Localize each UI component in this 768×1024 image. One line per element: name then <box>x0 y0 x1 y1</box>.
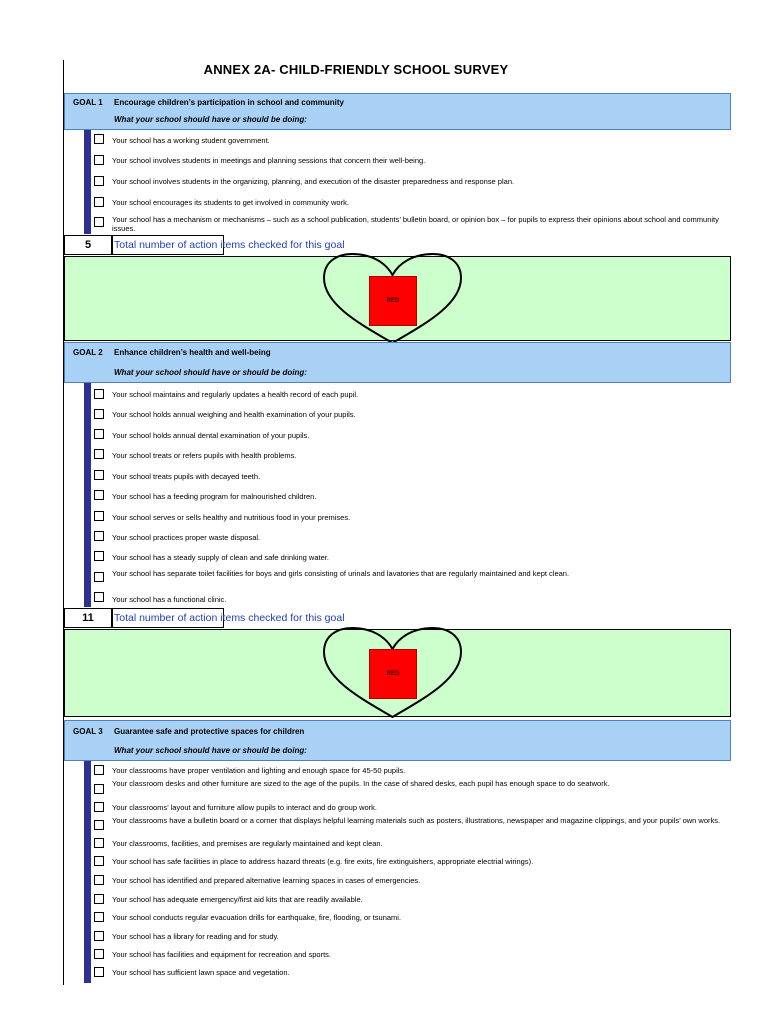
goal-1-id: GOAL 1 <box>73 98 103 107</box>
goal-2-item-6: Your school has a feeding program for malnourished children. <box>112 492 317 501</box>
goal-3-item-3-checkbox[interactable] <box>94 802 104 812</box>
goal-2-item-3: Your school holds annual dental examination of your pupils. <box>112 431 310 440</box>
goal-2-item-1-checkbox[interactable] <box>94 389 104 399</box>
goal-2-item-4-checkbox[interactable] <box>94 449 104 459</box>
goal-3-item-8-checkbox[interactable] <box>94 894 104 904</box>
goal-3-checkbox-bar <box>84 761 91 983</box>
goal-2-checkbox-bar <box>84 383 91 607</box>
goal-2-item-3-checkbox[interactable] <box>94 429 104 439</box>
goal-2-item-5-checkbox[interactable] <box>94 470 104 480</box>
goal-2-item-9-checkbox[interactable] <box>94 551 104 561</box>
goal-3-item-2: Your classroom desks and other furniture are sized to the age of the pupils. In the case of shared desks, each pupil has enough space to do seatwork. <box>112 779 610 788</box>
goal-3-item-5: Your classrooms, facilities, and premises are regularly maintained and kept clean. <box>112 839 383 848</box>
goal-3-item-9: Your school conducts regular evacuation drills for earthquake, fire, flooding, or tsunami. <box>112 913 402 922</box>
goal-2-item-8-checkbox[interactable] <box>94 531 104 541</box>
goal-1-item-3: Your school involves students in the organizing, planning, and execution of the disaster preparedness and response plan. <box>112 177 515 186</box>
goal-3-subtitle: What your school should have or should be doing: <box>114 746 307 755</box>
goal-3-item-10: Your school has a library for reading and for study. <box>112 932 279 941</box>
goal-1-item-3-checkbox[interactable] <box>94 176 104 186</box>
goal-3-item-10-checkbox[interactable] <box>94 931 104 941</box>
goal-2-id: GOAL 2 <box>73 348 103 357</box>
goal-3-item-8: Your school has adequate emergency/first aid kits that are readily available. <box>112 895 363 904</box>
goal-1-total-label: Total number of action items checked for this goal <box>114 239 345 251</box>
left-border-line <box>63 60 64 985</box>
goal-3-item-9-checkbox[interactable] <box>94 912 104 922</box>
goal-1-item-2: Your school involves students in meetings and planning sessions that concern their well-being. <box>112 156 426 165</box>
goal-3-header <box>64 720 731 761</box>
goal-2-item-7-checkbox[interactable] <box>94 511 104 521</box>
goal-1-checkbox-bar <box>84 130 91 234</box>
goal-2-item-4: Your school treats or refers pupils with health problems. <box>112 451 297 460</box>
goal-2-total-count[interactable]: 11 <box>64 608 112 628</box>
goal-1-item-5-checkbox[interactable] <box>94 217 104 227</box>
goal-3-item-2-checkbox[interactable] <box>94 784 104 794</box>
goal-3-id: GOAL 3 <box>73 727 103 736</box>
goal-2-rating-badge: RED <box>369 649 417 699</box>
goal-2-item-10-checkbox[interactable] <box>94 572 104 582</box>
goal-3-item-4-checkbox[interactable] <box>94 820 104 830</box>
goal-3-title: Guarantee safe and protective spaces for children <box>114 727 305 736</box>
goal-3-item-1-checkbox[interactable] <box>94 765 104 775</box>
goal-2-title: Enhance children’s health and well-being <box>114 348 271 357</box>
goal-1-header <box>64 93 731 130</box>
goal-1-title: Encourage children’s participation in school and community <box>114 98 344 107</box>
goal-3-item-11-checkbox[interactable] <box>94 949 104 959</box>
goal-1-item-1-checkbox[interactable] <box>94 134 104 144</box>
goal-2-item-11: Your school has a functional clinic. <box>112 595 227 604</box>
goal-3-item-7-checkbox[interactable] <box>94 875 104 885</box>
goal-1-total-count[interactable]: 5 <box>64 235 112 255</box>
goal-3-item-11: Your school has facilities and equipment for recreation and sports. <box>112 950 332 959</box>
page-title: ANNEX 2A- CHILD-FRIENDLY SCHOOL SURVEY <box>203 62 509 77</box>
goal-2-total-label: Total number of action items checked for this goal <box>114 612 345 624</box>
goal-3-item-12: Your school has sufficient lawn space and vegetation. <box>112 968 290 977</box>
goal-2-item-9: Your school has a steady supply of clean and safe drinking water. <box>112 553 329 562</box>
goal-3-item-6: Your school has safe facilities in place to address hazard threats (e.g. fire exits, fire extinguishers, appropriate electrial wirings). <box>112 857 534 866</box>
goal-2-item-5: Your school treats pupils with decayed teeth. <box>112 472 261 481</box>
goal-1-subtitle: What your school should have or should be doing: <box>114 115 307 124</box>
goal-2-item-6-checkbox[interactable] <box>94 490 104 500</box>
goal-1-item-4-checkbox[interactable] <box>94 197 104 207</box>
goal-1-item-1: Your school has a working student government. <box>112 136 270 145</box>
goal-2-item-10: Your school has separate toilet facilities for boys and girls consisting of urinals and lavatories that are regularly maintained and kept clean. <box>112 569 570 578</box>
goal-2-item-2-checkbox[interactable] <box>94 409 104 419</box>
goal-2-subtitle: What your school should have or should be doing: <box>114 368 307 377</box>
goal-1-item-2-checkbox[interactable] <box>94 155 104 165</box>
goal-3-item-3: Your classrooms’ layout and furniture allow pupils to interact and do group work. <box>112 803 378 812</box>
goal-2-item-11-checkbox[interactable] <box>94 592 104 602</box>
goal-2-item-7: Your school serves or sells healthy and nutritious food in your premises. <box>112 513 351 522</box>
goal-3-item-6-checkbox[interactable] <box>94 856 104 866</box>
goal-2-item-8: Your school practices proper waste disposal. <box>112 533 261 542</box>
goal-1-item-4: Your school encourages its students to get involved in community work. <box>112 198 349 207</box>
goal-3-item-4: Your classrooms have a bulletin board or a corner that displays helpful learning materials such as posters, illustrations, newspaper and magazine clippings, and your pupils’ own works. <box>112 816 721 825</box>
goal-2-item-1: Your school maintains and regularly updates a health record of each pupil. <box>112 390 359 399</box>
goal-3-item-5-checkbox[interactable] <box>94 838 104 848</box>
goal-1-rating-badge: RED <box>369 276 417 326</box>
goal-3-item-1: Your classrooms have proper ventilation and lighting and enough space for 45-50 pupils. <box>112 766 406 775</box>
goal-2-item-2: Your school holds annual weighing and health examination of your pupils. <box>112 410 356 419</box>
goal-2-header <box>64 342 731 383</box>
goal-1-item-5: Your school has a mechanism or mechanisms – such as a school publication, students’ bulletin board, or opinion box – for pupils to express their opinions about school and community issues. <box>112 215 719 233</box>
goal-3-item-12-checkbox[interactable] <box>94 967 104 977</box>
goal-3-item-7: Your school has identified and prepared alternative learning spaces in cases of emergencies. <box>112 876 421 885</box>
